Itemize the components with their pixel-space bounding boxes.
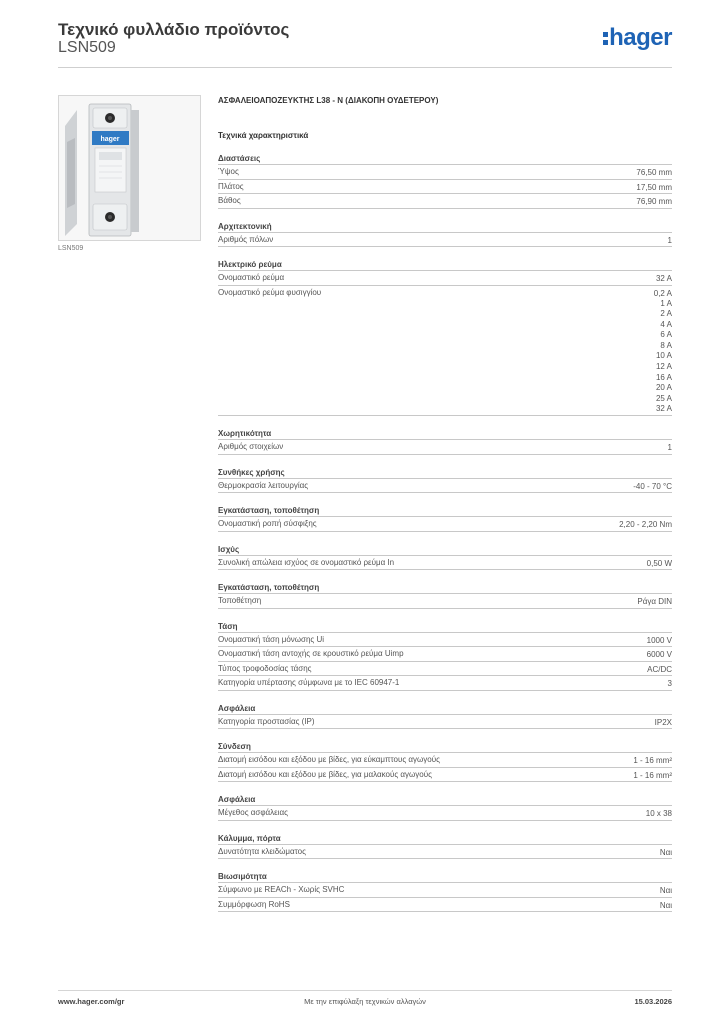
spec-label: Τύπος τροφοδοσίας τάσης [218, 663, 312, 673]
product-image [58, 95, 201, 241]
section-title: Αρχιτεκτονική [218, 221, 272, 231]
logo-text: hager [609, 24, 672, 51]
footer-divider [58, 990, 672, 991]
spec-row [218, 675, 672, 691]
section-title: Βιωσιμότητα [218, 872, 267, 882]
spec-value-line: 1 [667, 443, 672, 453]
section-title: Χωρητικότητα [218, 429, 272, 439]
spec-row [218, 270, 672, 285]
spec-value-line: 25 A [655, 393, 672, 403]
spec-section [218, 544, 672, 571]
spec-label: Μέγεθος ασφάλειας [218, 808, 288, 818]
footer-date: 15.03.2026 [634, 997, 672, 1006]
spec-row [218, 646, 672, 661]
spec-row [218, 752, 672, 767]
spec-section [218, 153, 672, 209]
spec-value-line: 32 A [655, 274, 672, 283]
footer-website: www.hager.com/gr [58, 997, 125, 1006]
spec-section [218, 833, 672, 860]
spec-value-line: 6000 V [646, 650, 672, 660]
spec-section [218, 259, 672, 416]
spec-value [636, 165, 672, 178]
spec-value [654, 286, 672, 416]
spec-value-line: 17,50 mm [636, 182, 672, 192]
spec-label: Κατηγορία προστασίας (IP) [218, 716, 315, 726]
spec-label: Ύψος [218, 167, 239, 176]
spec-section [218, 428, 672, 455]
section-title: Διαστάσεις [218, 154, 261, 163]
spec-row [218, 897, 672, 913]
section-title: Εγκατάσταση, τοποθέτηση [218, 506, 320, 516]
spec-sections [218, 153, 672, 912]
product-name: ΑΣΦΑΛΕΙΟΑΠΟΖΕΥΚΤΗΣ L38 - N (ΔΙΑΚΟΠΗ ΟΥΔΕΤΕΡΟΥ) [218, 96, 439, 105]
spec-value [660, 898, 672, 911]
spec-label: Βάθος [218, 196, 241, 205]
spec-row [218, 285, 672, 417]
spec-value [668, 233, 672, 246]
technical-characteristics-heading: Τεχνικά χαρακτηριστικά [218, 131, 309, 140]
spec-value [647, 662, 672, 675]
spec-section [218, 871, 672, 912]
spec-value-line: 76,50 mm [636, 168, 672, 177]
header-divider [58, 67, 672, 68]
spec-value-line: AC/DC [647, 664, 672, 674]
spec-section [218, 221, 672, 248]
spec-label: Τοποθέτηση [218, 596, 262, 606]
spec-value [636, 180, 672, 193]
spec-row [218, 555, 672, 571]
spec-row [218, 516, 672, 532]
spec-row [218, 164, 672, 179]
spec-section [218, 621, 672, 691]
spec-value-line: 76,90 mm [636, 197, 672, 206]
spec-value [633, 479, 672, 492]
spec-value-line: 8 A [660, 340, 672, 350]
spec-row [218, 439, 672, 455]
section-title: Ισχύς [218, 544, 240, 554]
spec-row [218, 193, 672, 209]
spec-value-line: 32 A [655, 404, 672, 414]
spec-value-line: 1 [667, 235, 672, 245]
spec-value-line: Ναι [659, 900, 672, 910]
spec-value [636, 194, 672, 207]
spec-value [660, 883, 672, 896]
spec-value [646, 806, 672, 819]
spec-row [218, 714, 672, 730]
svg-text:hager: hager [100, 136, 120, 143]
spec-label: Ονομαστική τάση αντοχής σε κρουστικό ρεύμα Uimp [218, 649, 404, 659]
logo-dots-icon [603, 29, 608, 45]
fuse-holder-illustration [59, 96, 201, 241]
spec-value [633, 768, 672, 781]
section-title: Κάλυμμα, πόρτα [218, 833, 281, 843]
image-caption: LSN509 [58, 245, 84, 252]
hager-logo [603, 26, 672, 50]
spec-section [218, 794, 672, 821]
spec-row [218, 805, 672, 821]
section-title: Συνθήκες χρήσης [218, 467, 285, 477]
section-title: Σύνδεση [218, 742, 251, 752]
spec-value-line: 16 A [655, 372, 672, 382]
spec-row [218, 179, 672, 194]
spec-value-line: Ράγα DIN [637, 597, 672, 607]
spec-section [218, 505, 672, 532]
spec-value [660, 845, 672, 858]
spec-value-line: -40 - 70 °C [633, 481, 672, 491]
spec-value-line: 0,2 A [653, 288, 672, 298]
section-title: Ασφάλεια [218, 795, 256, 805]
footer-disclaimer: Με την επιφύλαξη τεχνικών αλλαγών [304, 997, 426, 1006]
spec-row [218, 767, 672, 783]
spec-row [218, 632, 672, 647]
spec-value [647, 647, 672, 660]
spec-value-line: 1000 V [646, 635, 672, 645]
spec-label: Διατομή εισόδου και εξόδου με βίδες, για μαλακούς αγωγούς [218, 769, 432, 779]
spec-label: Ονομαστικό ρεύμα φυσιγγίου [218, 287, 322, 297]
spec-value-line: 12 A [655, 362, 672, 372]
product-code: LSN509 [58, 39, 116, 56]
section-title: Ασφάλεια [218, 703, 256, 713]
spec-label: Ονομαστικό ρεύμα [218, 273, 285, 282]
spec-value-line: Ναι [659, 847, 672, 857]
spec-value-line: 1 A [660, 298, 672, 308]
spec-value-line: 1 - 16 mm² [633, 770, 672, 780]
spec-label: Ονομαστική τάση μόνωσης Ui [218, 634, 325, 644]
spec-row [218, 661, 672, 676]
spec-value [633, 753, 672, 766]
spec-value [668, 440, 672, 453]
spec-label: Ονομαστική ροπή σύσφιξης [218, 519, 317, 529]
spec-row [218, 478, 672, 494]
spec-section [218, 582, 672, 609]
spec-label: Συνολική απώλεια ισχύος σε ονομαστικό ρεύμα In [218, 557, 395, 567]
spec-value [619, 517, 672, 530]
spec-row [218, 882, 672, 897]
spec-value-line: 6 A [660, 330, 672, 340]
spec-section [218, 703, 672, 730]
spec-label: Διατομή εισόδου και εξόδου με βίδες, για εύκαμπτους αγωγούς [218, 755, 440, 765]
section-title: Εγκατάσταση, τοποθέτηση [218, 583, 320, 593]
spec-value-line: 20 A [655, 383, 672, 393]
spec-value [656, 271, 672, 284]
spec-value [647, 633, 672, 646]
spec-value [647, 556, 672, 569]
spec-value-line: 4 A [660, 319, 672, 329]
spec-label: Θερμοκρασία λειτουργίας [218, 480, 309, 490]
spec-value-line: 1 - 16 mm² [633, 756, 672, 766]
spec-row [218, 844, 672, 860]
spec-value-line: Ναι [659, 886, 672, 896]
spec-label: Πλάτος [218, 181, 244, 191]
spec-label: Δυνατότητα κλειδώματος [218, 846, 306, 856]
spec-label: Αριθμός πόλων [218, 234, 274, 244]
spec-label: Συμμόρφωση RoHS [218, 899, 290, 909]
spec-value-line: IP2X [654, 717, 672, 727]
spec-section [218, 467, 672, 494]
section-title: Τάση [218, 621, 238, 631]
spec-value-line: 2,20 - 2,20 Nm [619, 520, 672, 530]
specifications-panel [218, 96, 672, 924]
spec-value [668, 676, 672, 689]
spec-value [655, 715, 672, 728]
spec-section [218, 741, 672, 782]
document-title: Τεχνικό φυλλάδιο προϊόντος [58, 20, 290, 39]
spec-label: Σύμφωνο με REACh - Χωρίς SVHC [218, 885, 345, 895]
spec-value-line: 2 A [660, 309, 672, 319]
spec-value-line: 10 x 38 [645, 809, 672, 819]
spec-row [218, 593, 672, 609]
spec-label: Αριθμός στοιχείων [218, 442, 284, 452]
spec-label: Κατηγορία υπέρτασης σύμφωνα με το IEC 60947-1 [218, 678, 400, 688]
spec-value-line: 10 A [655, 351, 672, 361]
spec-value-line: 3 [667, 679, 672, 689]
spec-value [637, 594, 672, 607]
section-title: Ηλεκτρικό ρεύμα [218, 260, 282, 269]
spec-value-line: 0,50 W [646, 558, 672, 568]
spec-row [218, 232, 672, 248]
